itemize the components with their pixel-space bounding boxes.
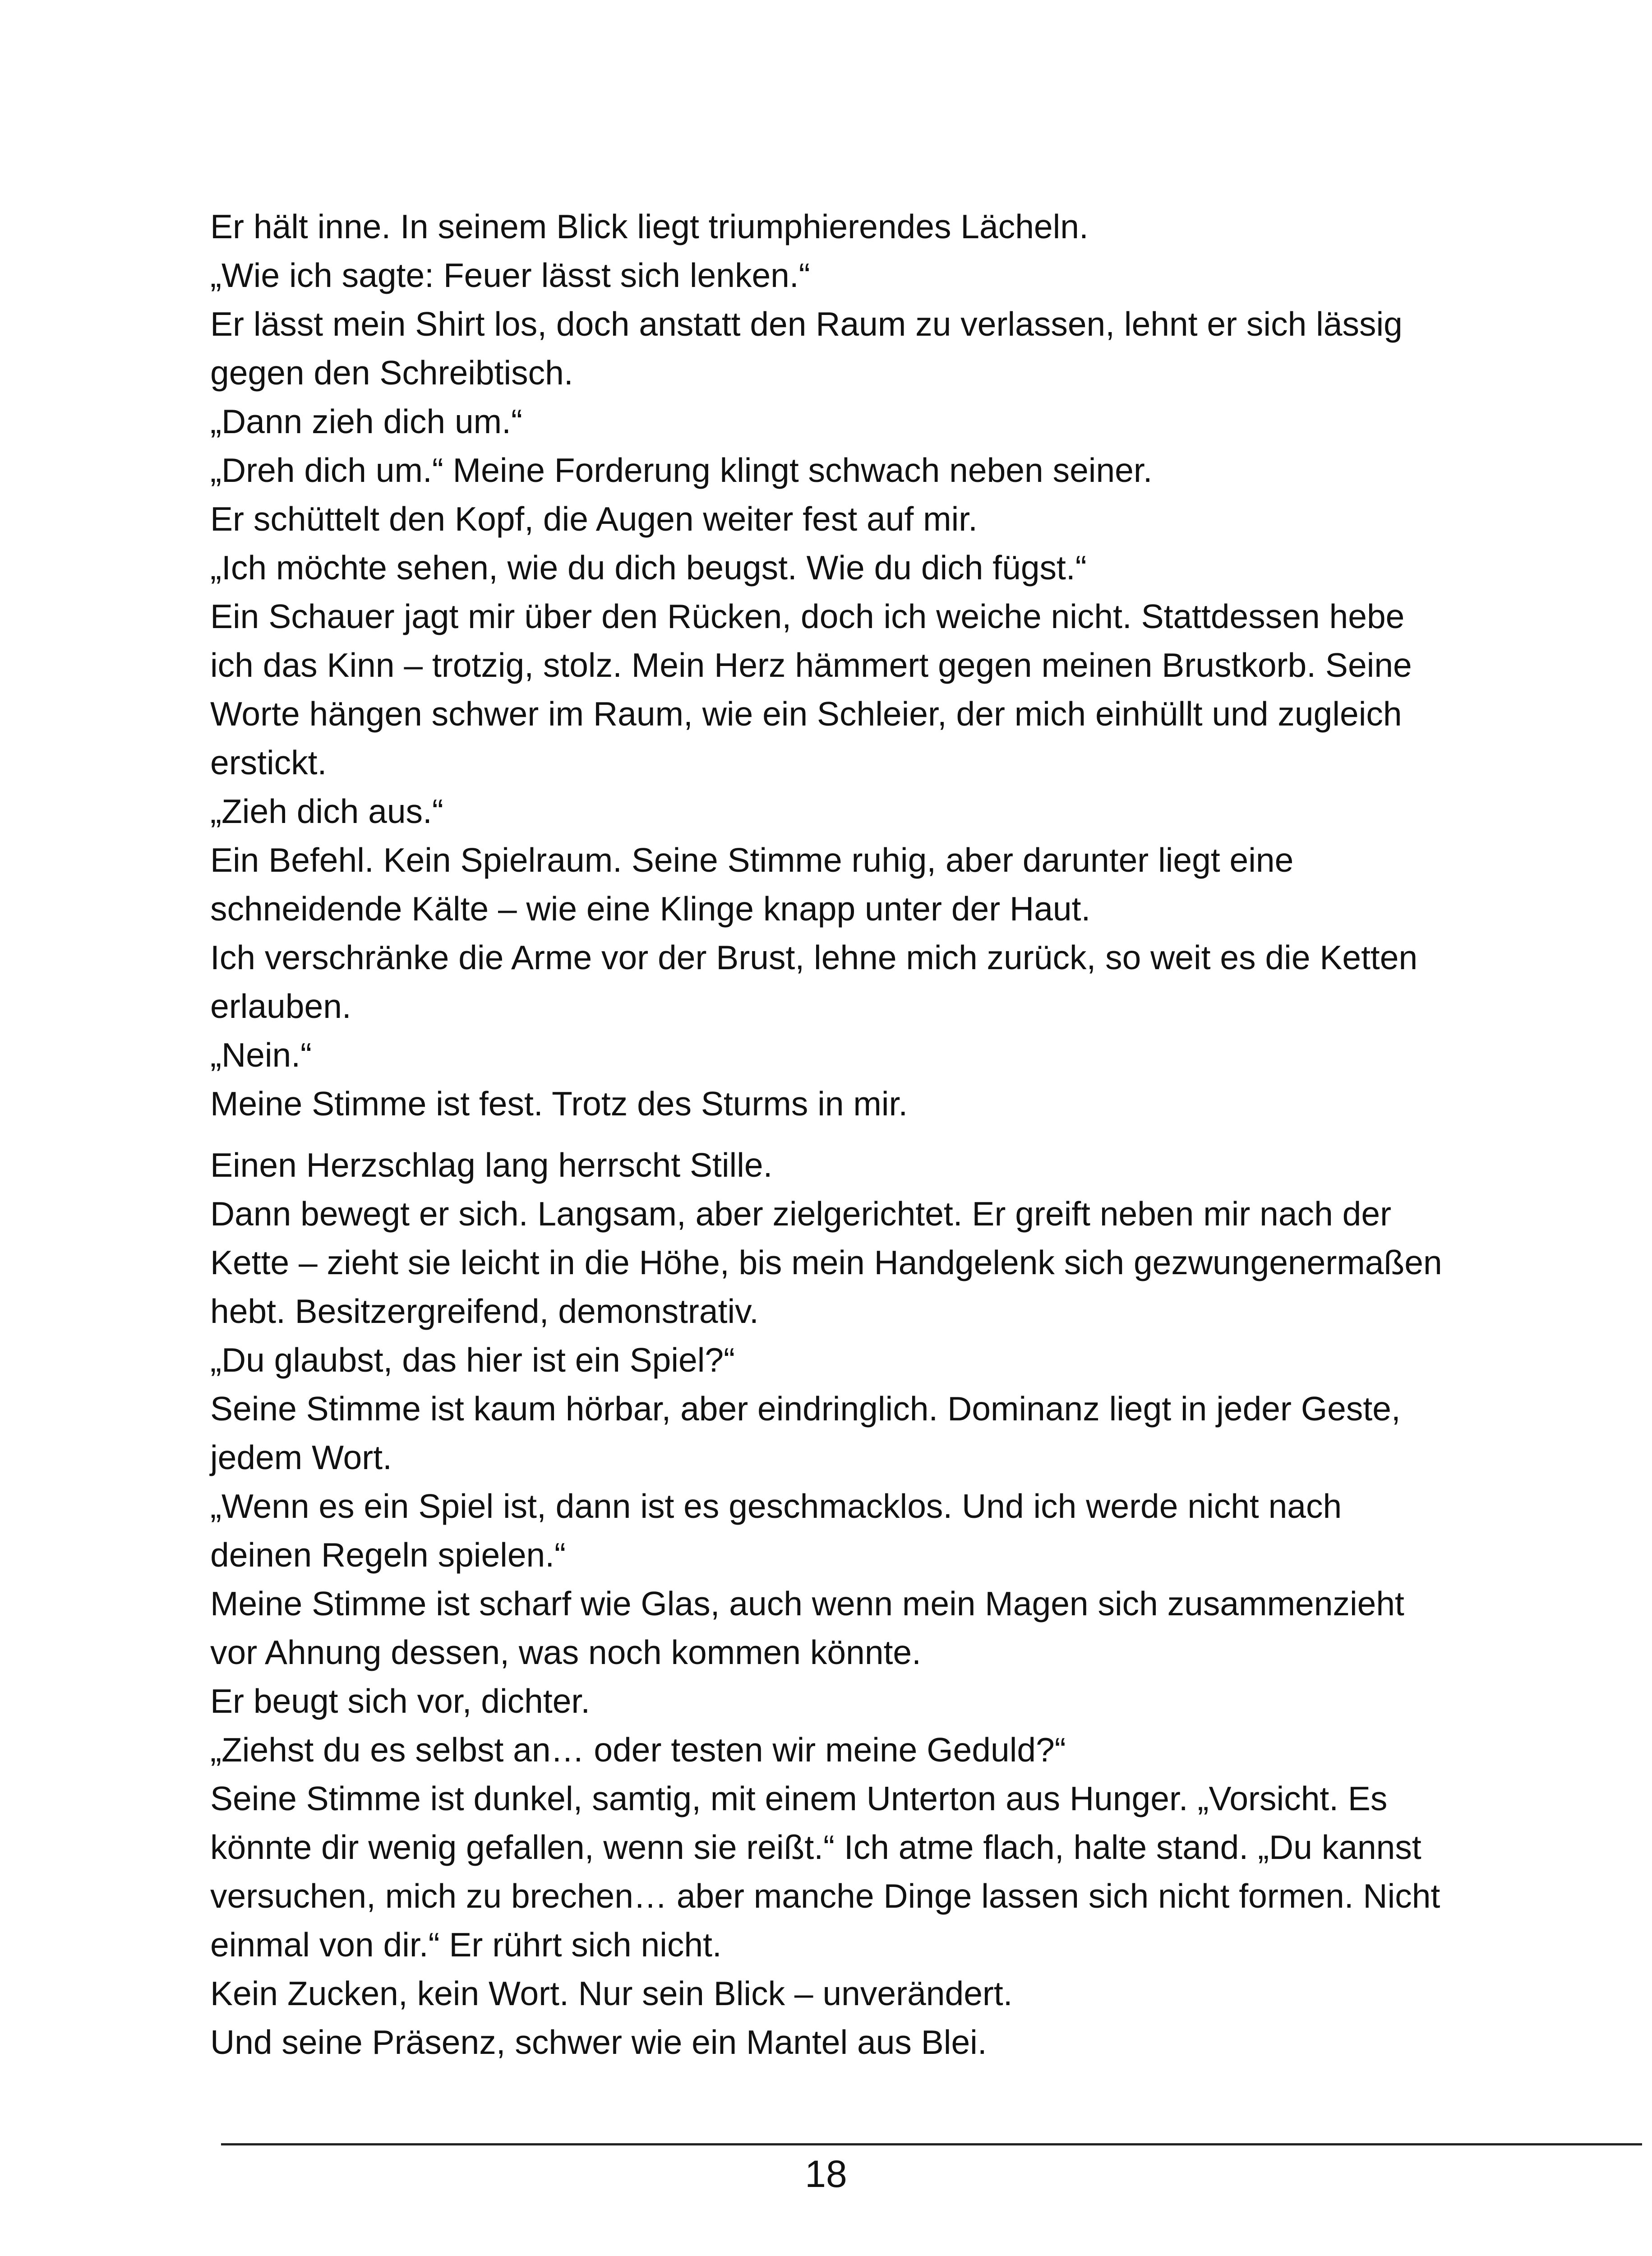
paragraph: „Ich möchte sehen, wie du dich beugst. Wie du dich fügst.“ xyxy=(210,549,1087,587)
paragraph: Ein Schauer jagt mir über den Rücken, doch ich weiche nicht. Stattdessen hebe ich das Kinn – trotzig, stolz. Mein Herz hämmert gegen meinen Brustkorb. Seine Worte hängen schwer im Raum, wie ein Schleier, der mich einhüllt und zugleich erstickt. xyxy=(210,597,1412,781)
paragraph: „Zieh dich aus.“ xyxy=(210,792,443,830)
paragraph: Er schüttelt den Kopf, die Augen weiter fest auf mir. xyxy=(210,500,978,538)
paragraph: Meine Stimme ist fest. Trotz des Sturms in mir. xyxy=(210,1085,908,1123)
paragraph: „Wenn es ein Spiel ist, dann ist es geschmacklos. Und ich werde nicht nach deinen Regeln spielen.“ xyxy=(210,1487,1342,1574)
paragraph: Seine Stimme ist dunkel, samtig, mit einem Unterton aus Hunger. „Vorsicht. Es könnte dir wenig gefallen, wenn sie reißt.“ Ich atme flach, halte stand. „Du kannst versuchen, mich zu brechen… aber manche Dinge lassen sich nicht formen. Nicht einmal von dir.“ Er rührt sich nicht. xyxy=(210,1780,1440,1964)
paragraph: Seine Stimme ist kaum hörbar, aber eindringlich. Dominanz liegt in jeder Geste, jedem Wort. xyxy=(210,1390,1401,1476)
paragraph: „Nein.“ xyxy=(210,1036,312,1074)
paragraph: „Dann zieh dich um.“ xyxy=(210,402,522,440)
paragraph: Er lässt mein Shirt los, doch anstatt den Raum zu verlassen, lehnt er sich lässig gegen den Schreibtisch. xyxy=(210,305,1403,392)
paragraph: Dann bewegt er sich. Langsam, aber zielgerichtet. Er greift neben mir nach der Kette – zieht sie leicht in die Höhe, bis mein Handgelenk sich gezwungenermaßen hebt. Besitzergreifend, demonstrativ. xyxy=(210,1195,1442,1330)
paragraph: „Ziehst du es selbst an… oder testen wir meine Geduld?“ xyxy=(210,1731,1066,1769)
paragraph: „Dreh dich um.“ Meine Forderung klingt schwach neben seiner. xyxy=(210,451,1153,489)
paragraph: Ich verschränke die Arme vor der Brust, lehne mich zurück, so weit es die Ketten erlauben. xyxy=(210,938,1418,1025)
paragraph: „Du glaubst, das hier ist ein Spiel?“ xyxy=(210,1341,735,1379)
page-number: 18 xyxy=(805,2153,847,2195)
paragraph: Einen Herzschlag lang herrscht Stille. xyxy=(210,1146,773,1184)
paragraph: Er hält inne. In seinem Blick liegt triumphierendes Lächeln. xyxy=(210,208,1089,245)
text-block-2 xyxy=(210,1141,1446,2066)
paragraph: Kein Zucken, kein Wort. Nur sein Blick – unverändert. xyxy=(210,1974,1013,2012)
paragraph: Und seine Präsenz, schwer wie ein Mantel aus Blei. xyxy=(210,2023,987,2061)
paragraph: Meine Stimme ist scharf wie Glas, auch wenn mein Magen sich zusammenzieht vor Ahnung dessen, was noch kommen könnte. xyxy=(210,1585,1404,1671)
text-block-1 xyxy=(210,202,1446,1128)
paragraph: Er beugt sich vor, dichter. xyxy=(210,1682,591,1720)
footer-divider xyxy=(221,2143,1642,2145)
paragraph: Ein Befehl. Kein Spielraum. Seine Stimme ruhig, aber darunter liegt eine schneidende Kälte – wie eine Klinge knapp unter der Haut. xyxy=(210,841,1294,928)
paragraph: „Wie ich sagte: Feuer lässt sich lenken.“ xyxy=(210,256,810,294)
